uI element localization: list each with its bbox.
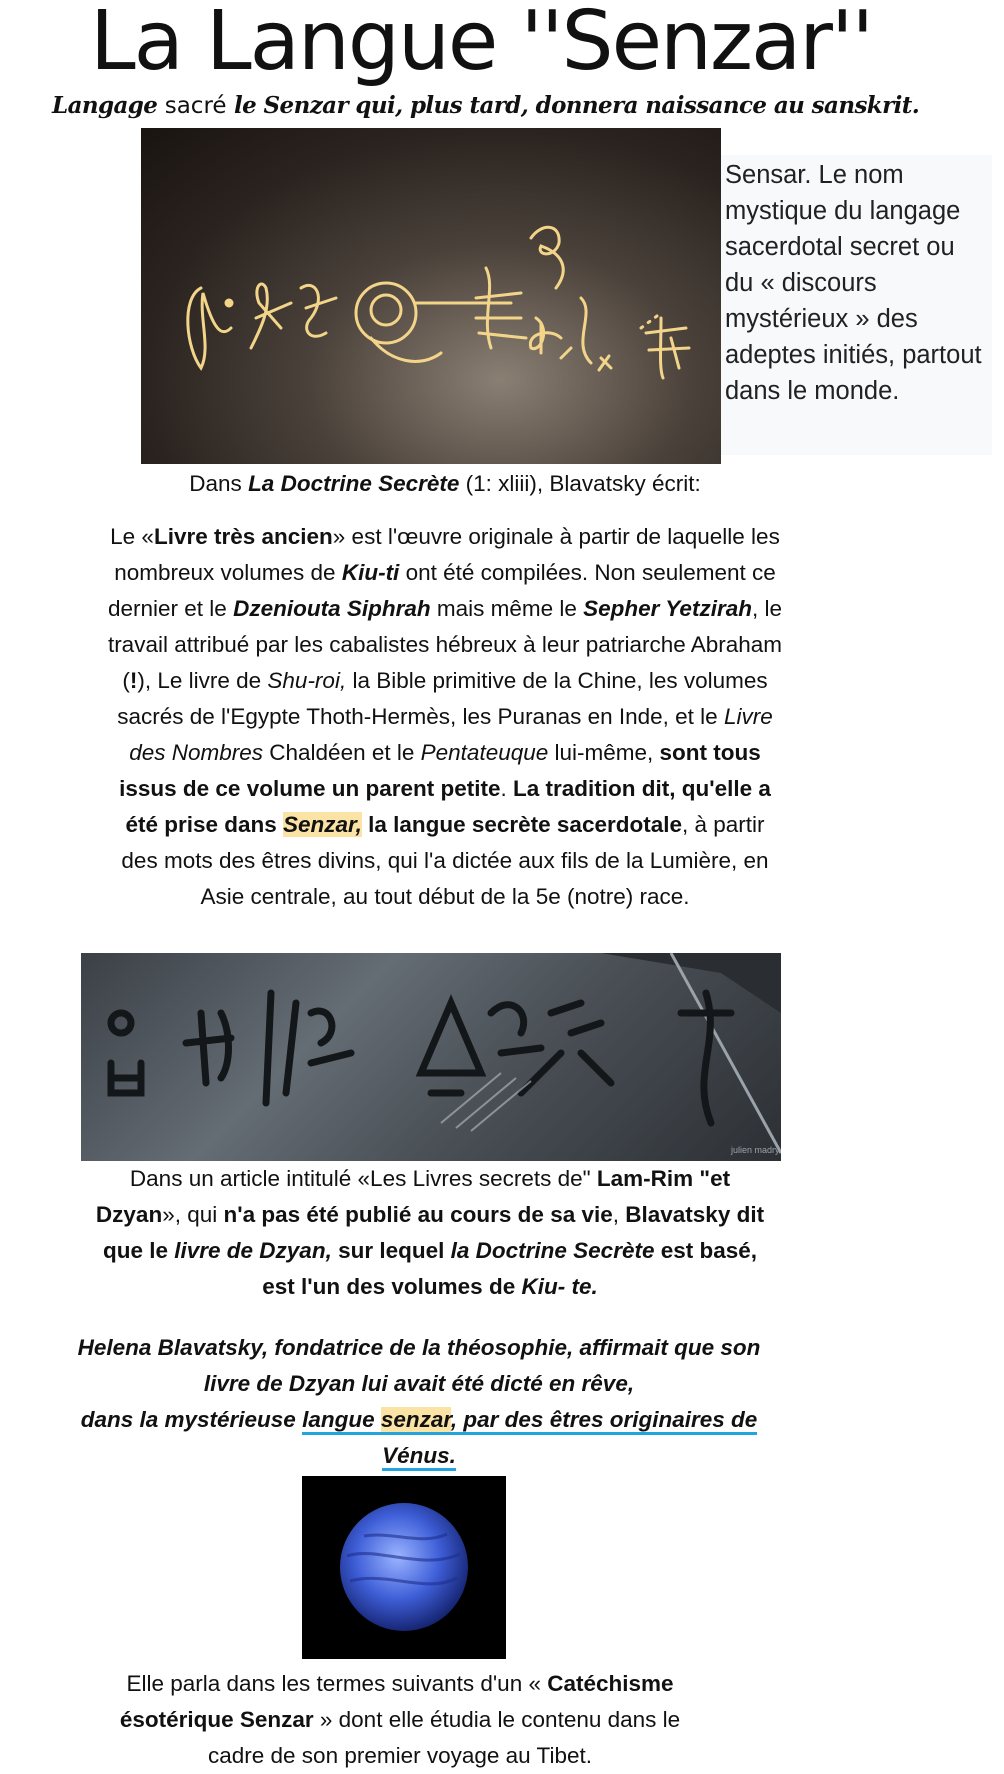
quote-bold-italic: Sepher Yetzirah xyxy=(583,596,752,621)
quote-bold: sont tous issus de ce volume un parent petite xyxy=(119,740,761,801)
closing-paragraph xyxy=(90,1666,710,1774)
quote-italic: Shu-roi, xyxy=(267,668,347,693)
helena-underlined: langue xyxy=(302,1407,381,1432)
quote-bold: la langue secrète sacerdotale xyxy=(361,812,682,837)
quote-bold: La tradition dit, qu'elle a été prise dans xyxy=(125,776,771,837)
quote-text: lui-même, xyxy=(548,740,660,765)
quote-text: , le travail attribué par les cabalistes hébreux à leur patriarche Abraham ( xyxy=(107,596,783,693)
article-bold-italic: la Doctrine Secrète xyxy=(450,1238,655,1263)
closing-bold: Catéchisme ésotérique Senzar xyxy=(119,1671,674,1732)
quote-text: , à partir des mots des êtres divins, qui l'a dictée aux fils de la Lumière, en Asie centrale, au tout début de la 5e (notre) race. xyxy=(121,812,769,909)
article-bold: sur lequel xyxy=(331,1238,451,1263)
closing-text: Elle parla dans les termes suivants d'un « xyxy=(126,1671,548,1696)
quote-text: la Bible primitive de la Chine, les volumes sacrés de l'Egypte Thoth-Hermès, les Puranas en Inde, et le xyxy=(117,668,768,729)
engraved-symbols-drawing xyxy=(81,953,781,1161)
helena-text: Helena Blavatsky, fondatrice de la théosophie, affirmait que son livre de Dzyan lui avait été dicté en rêve, xyxy=(77,1335,761,1396)
quote-text: . xyxy=(500,776,513,801)
article-text: Dans un article intitulé «Les Livres secrets de" xyxy=(129,1166,597,1191)
closing-text: » dont elle étudia le contenu dans le cadre de son premier voyage au Tibet. xyxy=(208,1707,681,1768)
article-paragraph xyxy=(85,1161,775,1305)
article-bold: Lam-Rim "et Dzyan xyxy=(95,1166,731,1227)
subtitle-part: Langage xyxy=(52,92,165,119)
quote-text: Chaldéen et le xyxy=(263,740,421,765)
quote-text: ), Le livre de xyxy=(137,668,268,693)
helena-text: dans la mystérieuse xyxy=(80,1407,303,1432)
helena-paragraph xyxy=(58,1330,780,1474)
senzar-highlight: senzar xyxy=(380,1407,451,1432)
engraved-stone-image xyxy=(81,953,781,1161)
venus-image xyxy=(302,1476,506,1659)
quote-bold: ! xyxy=(129,668,138,693)
quote-text: mais même le xyxy=(430,596,584,621)
article-bold: Blavatsky dit que le xyxy=(102,1202,765,1263)
article-text: , xyxy=(612,1202,626,1227)
quote-italic: Livre des Nombres xyxy=(129,704,773,765)
article-bold: n'a pas été publié au cours de sa vie xyxy=(223,1202,613,1227)
article-bold-italic: Kiu- te. xyxy=(521,1274,598,1299)
subtitle-sacre: sacré xyxy=(164,93,227,119)
quote-bold: Livre très ancien xyxy=(153,524,333,549)
definition-text: Sensar. Le nom mystique du langage sacerdotal secret ou du « discours mystérieux » des adeptes initiés, partout dans le monde. xyxy=(725,161,982,405)
page-title: La Langue ''Senzar'' xyxy=(90,0,873,89)
senzar-script-drawing xyxy=(141,128,721,464)
article-text: », qui xyxy=(162,1202,224,1227)
intro-line xyxy=(105,466,785,502)
article-bold-italic: livre de Dzyan, xyxy=(174,1238,332,1263)
image-credit: julien madry xyxy=(731,1145,780,1155)
subtitle xyxy=(52,92,919,119)
helena-underlined: , par des êtres originaires de Vénus. xyxy=(382,1407,758,1468)
subtitle-part: le Senzar qui, plus tard, donnera naissance au sanskrit. xyxy=(226,92,920,119)
article-bold: est basé, est l'un des volumes de xyxy=(262,1238,758,1299)
intro-book: La Doctrine Secrète xyxy=(248,471,460,496)
intro-post: (1: xliii), Blavatsky écrit: xyxy=(459,471,701,496)
quote-text: Le « xyxy=(110,524,154,549)
intro-pre: Dans xyxy=(189,471,249,496)
venus-planet-drawing xyxy=(302,1476,506,1659)
quote-paragraph xyxy=(105,519,785,915)
senzar-highlight: Senzar, xyxy=(283,812,362,837)
definition-box xyxy=(721,155,992,455)
senzar-script-image xyxy=(141,128,721,464)
quote-text: » est l'œuvre originale à partir de laquelle les nombreux volumes de xyxy=(114,524,780,585)
quote-italic: Pentateuque xyxy=(420,740,549,765)
quote-bold-italic: Dzeniouta Siphrah xyxy=(233,596,431,621)
quote-bold-italic: Kiu-ti xyxy=(341,560,400,585)
quote-text: ont été compilées. Non seulement ce dernier et le xyxy=(108,560,776,621)
